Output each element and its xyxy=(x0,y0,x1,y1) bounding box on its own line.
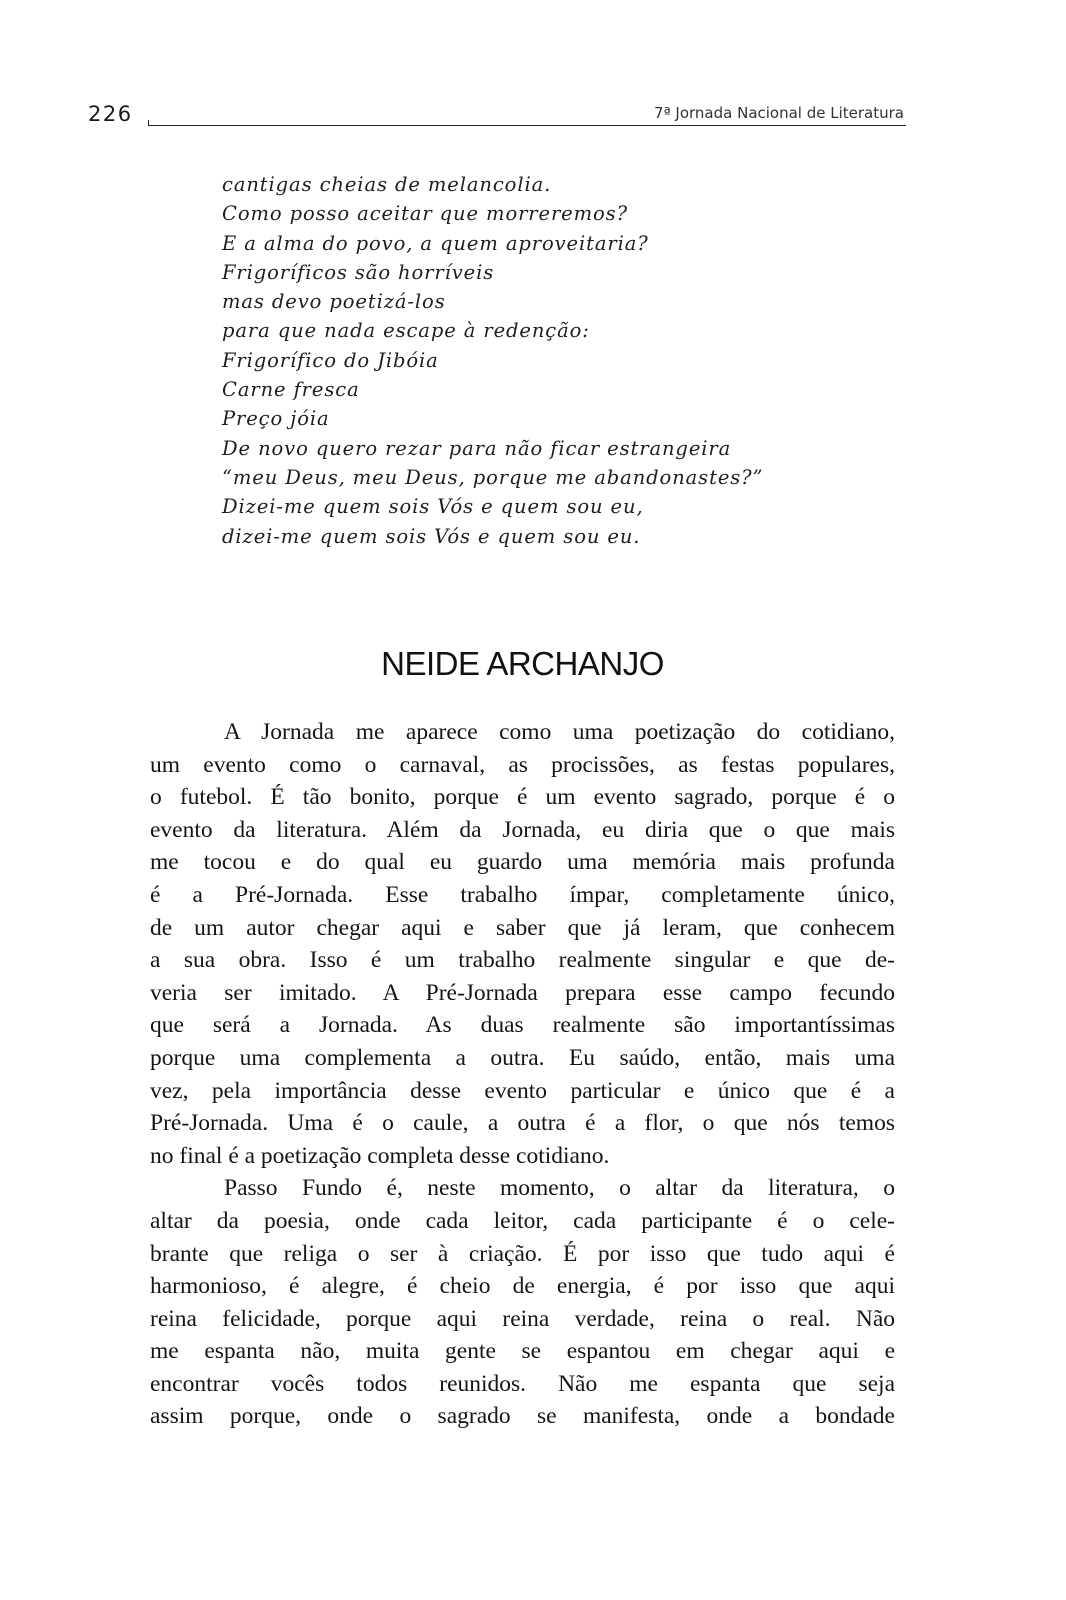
text-line: de um autor chegar aqui e saber que já leram, que conhecem xyxy=(150,914,895,941)
poem-line: Preço jóia xyxy=(222,407,330,431)
text-line: altar da poesia, onde cada leitor, cada participante é o cele- xyxy=(150,1207,895,1234)
text-line: porque uma complementa a outra. Eu saúdo, então, mais uma xyxy=(150,1044,895,1071)
text-line: que será a Jornada. As duas realmente são importantíssimas xyxy=(150,1012,895,1039)
poem-line: cantigas cheias de melancolia. xyxy=(222,173,552,196)
text-line: a sua obra. Isso é um trabalho realmente singular e que de- xyxy=(150,947,895,974)
paragraph-2 xyxy=(150,1172,895,1433)
text-line: brante que religa o ser à criação. É por isso que tudo aqui é xyxy=(150,1240,895,1267)
text-line: assim porque, onde o sagrado se manifesta, onde a bondade xyxy=(150,1403,895,1430)
text-line: Pré-Jornada. Uma é o caule, a outra é a flor, o que nós temos xyxy=(150,1110,895,1137)
text-line: reina felicidade, porque aqui reina verdade, reina o real. Não xyxy=(150,1305,895,1332)
text-line: veria ser imitado. A Pré-Jornada prepara esse campo fecundo xyxy=(150,979,895,1006)
page-header xyxy=(88,100,906,128)
body-text xyxy=(150,716,895,1433)
poem-line: dizei-me quem sois Vós e quem sou eu. xyxy=(222,524,641,548)
poem-line: mas devo poetizá-los xyxy=(222,290,446,314)
running-title: 7ª Jornada Nacional de Literatura xyxy=(654,104,904,122)
text-line: no final é a poetização completa desse cotidiano. xyxy=(150,1142,610,1169)
paragraph-1 xyxy=(150,716,895,1172)
poem-line: Como posso aceitar que morreremos? xyxy=(222,202,628,226)
text-line: Passo Fundo é, neste momento, o altar da literatura, o xyxy=(224,1175,895,1202)
header-rule xyxy=(148,125,906,126)
text-line: o futebol. É tão bonito, porque é um evento sagrado, porque é o xyxy=(150,784,895,811)
text-line: é a Pré-Jornada. Esse trabalho ímpar, completamente único, xyxy=(150,881,895,908)
poem-line: Frigorífico do Jibóia xyxy=(222,348,439,372)
poem-line: Dizei-me quem sois Vós e quem sou eu, xyxy=(222,495,644,519)
text-line: encontrar vocês todos reunidos. Não me espanta que seja xyxy=(150,1370,895,1397)
text-line: evento da literatura. Além da Jornada, eu diria que o que mais xyxy=(150,816,895,843)
poem-stanza xyxy=(222,170,862,551)
poem-line: De novo quero rezar para não ficar estrangeira xyxy=(222,436,732,460)
text-line: me tocou e do qual eu guardo uma memória mais profunda xyxy=(150,849,895,876)
poem-line: Carne fresca xyxy=(222,378,360,402)
text-line: me espanta não, muita gente se espantou em chegar aqui e xyxy=(150,1338,895,1365)
poem-line: “meu Deus, meu Deus, porque me abandonastes?” xyxy=(222,465,764,489)
text-line: harmonioso, é alegre, é cheio de energia, é por isso que aqui xyxy=(150,1273,895,1300)
text-line: um evento como o carnaval, as procissões, as festas populares, xyxy=(150,751,895,778)
poem-line: para que nada escape à redenção: xyxy=(222,319,590,343)
section-title: NEIDE ARCHANJO xyxy=(381,645,664,682)
poem-line: E a alma do povo, a quem aproveitaria? xyxy=(222,231,649,255)
text-line: vez, pela importância desse evento particular e único que é a xyxy=(150,1077,895,1104)
poem-line: Frigoríficos são horríveis xyxy=(222,260,495,284)
page-number: 226 xyxy=(88,102,133,126)
text-line: A Jornada me aparece como uma poetização do cotidiano, xyxy=(224,719,895,745)
